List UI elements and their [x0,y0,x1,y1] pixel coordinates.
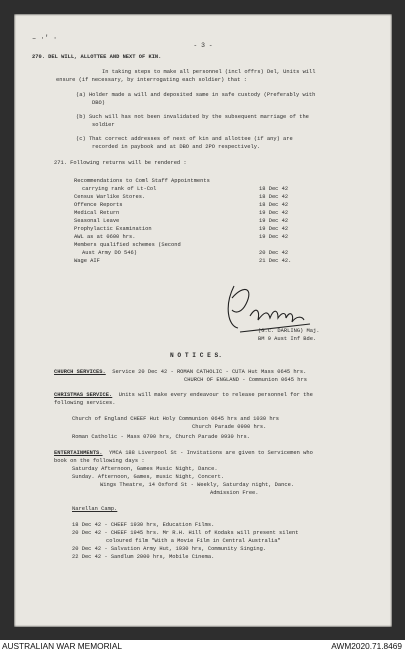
archive-footer [0,640,405,653]
item-c-line-1: (c) That correct addresses of next of kin and allottee (if any) are [76,136,293,142]
entertainments-line-3: Saturday Afternoon, Games Music Night, Dance. [72,466,218,472]
item-c-line-2: recorded in paybook and at DBO and 2PO respectively. [92,144,261,150]
item-a-line-2: DBO) [92,100,105,106]
roman-catholic-line: Roman Catholic - Mass 0700 hrs, Church Parade 0930 hrs. [72,434,250,440]
section-270-intro-1: In taking steps to make all personnel (incl offrs) Del, Units will [102,69,316,75]
entertainments-line-4: Sunday. Afternoon, Games, music Night, Concert. [72,474,225,480]
corner-mark: – ·' · [32,35,58,43]
entertainments-line-5: Wings Theatre, 14 Oxford St - Weekly, Saturday night, Dance. [100,482,295,488]
church-of-england-line: Church of England CHEEF Hut Holy Communion 0645 hrs and 1030 hrs [72,416,280,422]
item-a-line-1: (a) Holder made a will and deposited same in safe custody (Preferably with [76,92,316,98]
entertainments-line: ENTERTAINMENTS. YMCA 188 Liverpool St - Invitations are given to Servicemen who [54,450,313,456]
camp-line: 18 Dec 42 - CHEEF 1930 hrs, Education Films. [72,522,215,528]
entertainments-line-2: book on the following days : [54,458,145,464]
christmas-service-line-2: following services. [54,400,116,406]
section-270-heading: 270. DEL WILL, ALLOTTEE AND NEXT OF KIN. [32,54,162,60]
camp-line: 20 Dec 42 - Salvation Army Hut, 1930 hrs, Community Singing. [72,546,267,552]
document-page: – ·' · - 3 - 270. DEL WILL, ALLOTTEE AND NEXT OF KIN. In taking steps to make all personnel (incl offrs) Del, Units will ensure (if necessary, by interrogating each soldier) that : (a) Holder made a will and deposited same in safe custody (Preferably with DBO) (b) Such will has not been invalidated by the subsequent marriage of the soldier (c) That correct addresses of next of kin and allottee (if any) are recorded in paybook and at DBO and 2PO respectively. 271. Following returns will be rendered : Recommendations to Coml Staff Appointments carrying rank of Lt-Col 18 Dec 42 Census Warlike Stores. 18 Dec 42 Offence Reports 18 Dec 42 Medical Return 19 Dec 42 Seasonal Leave 19 Dec 42 Prophylactic Examination 19 Dec 42 AWL as at 0600 hrs. 19 Dec 42 Members qualified schemes (Second Aust Army DO 546) 20 Dec 42 Wage AIF 21 Dec 42. (G.C. DARLING) Maj. BM 9 Aust Inf Bde. N O T I C E S. CHURCH SERVICES. Service 20 Dec 42 - ROMAN CATHOLIC - CUTA Hut Mass 0645 hrs. CHURCH OF ENGLAND - Communion 0645 hrs CHRISTMAS SERVICE. Units will make every endeavour to release personnel for the following services. Church of England CHEEF Hut Holy Communion 0645 hrs and 1030 hrs Church Parade 0900 hrs. Roman Catholic - Mass 0700 hrs, Church Parade 0930 hrs. ENTERTAINMENTS. YMCA 188 Liverpool St - Invitations are given to Servicemen who book on the following days : Saturday Afternoon, Games Music Night, Dance. Sunday. Afternoon, Games, music Night, Concert. Wings Theatre, 14 Oxford St - Weekly, Saturday night, Dance. Admission Free. Narellan Camp. 18 Dec 42 - CHEEF 1930 hrs, Education Films. 20 Dec 42 - CHEEF 1945 hrs. Mr R.H. Hill of Kodaks will present silent coloured film "With a Movie Film in Central Australia" 20 Dec 42 - Salvation Army Hut, 1930 hrs, Community Singing. 22 Dec 42 - Sandlum 2000 hrs, Mobile Cinema. [14,14,392,627]
page-number: - 3 - [193,42,213,49]
section-271-heading: 271. Following returns will be rendered : [54,160,187,166]
item-b-line-2: soldier [92,122,115,128]
footer-institution: AUSTRALIAN WAR MEMORIAL [2,641,123,651]
footer-accession-number: AWM2020.71.8469 [331,641,402,651]
handwritten-signature [220,276,320,334]
church-services-line-2: CHURCH OF ENGLAND - Communion 0645 hrs [184,377,307,383]
item-b-line-1: (b) Such will has not been invalidated by the subsequent marriage of the [76,114,309,120]
notices-heading: N O T I C E S. [170,352,222,359]
camp-line: coloured film "With a Movie Film in Central Australia" [106,538,281,544]
church-of-england-line-2: Church Parade 0900 hrs. [192,424,267,430]
church-services-line: CHURCH SERVICES. Service 20 Dec 42 - ROMAN CATHOLIC - CUTA Hut Mass 0645 hrs. [54,369,307,375]
entertainments-line-6: Admission Free. [210,490,259,496]
camp-line: 20 Dec 42 - CHEEF 1945 hrs. Mr R.H. Hill of Kodaks will present silent [72,530,299,536]
camp-line: 22 Dec 42 - Sandlum 2000 hrs, Mobile Cinema. [72,554,215,560]
section-270-intro-2: ensure (if necessary, by interrogating each soldier) that : [56,77,247,83]
signature-name: (G.C. DARLING) Maj. [258,328,320,334]
christmas-service-line: CHRISTMAS SERVICE. Units will make every endeavour to release personnel for the [54,392,313,398]
narellan-camp-heading: Narellan Camp. [72,506,118,512]
signature-unit: BM 9 Aust Inf Bde. [258,336,317,342]
